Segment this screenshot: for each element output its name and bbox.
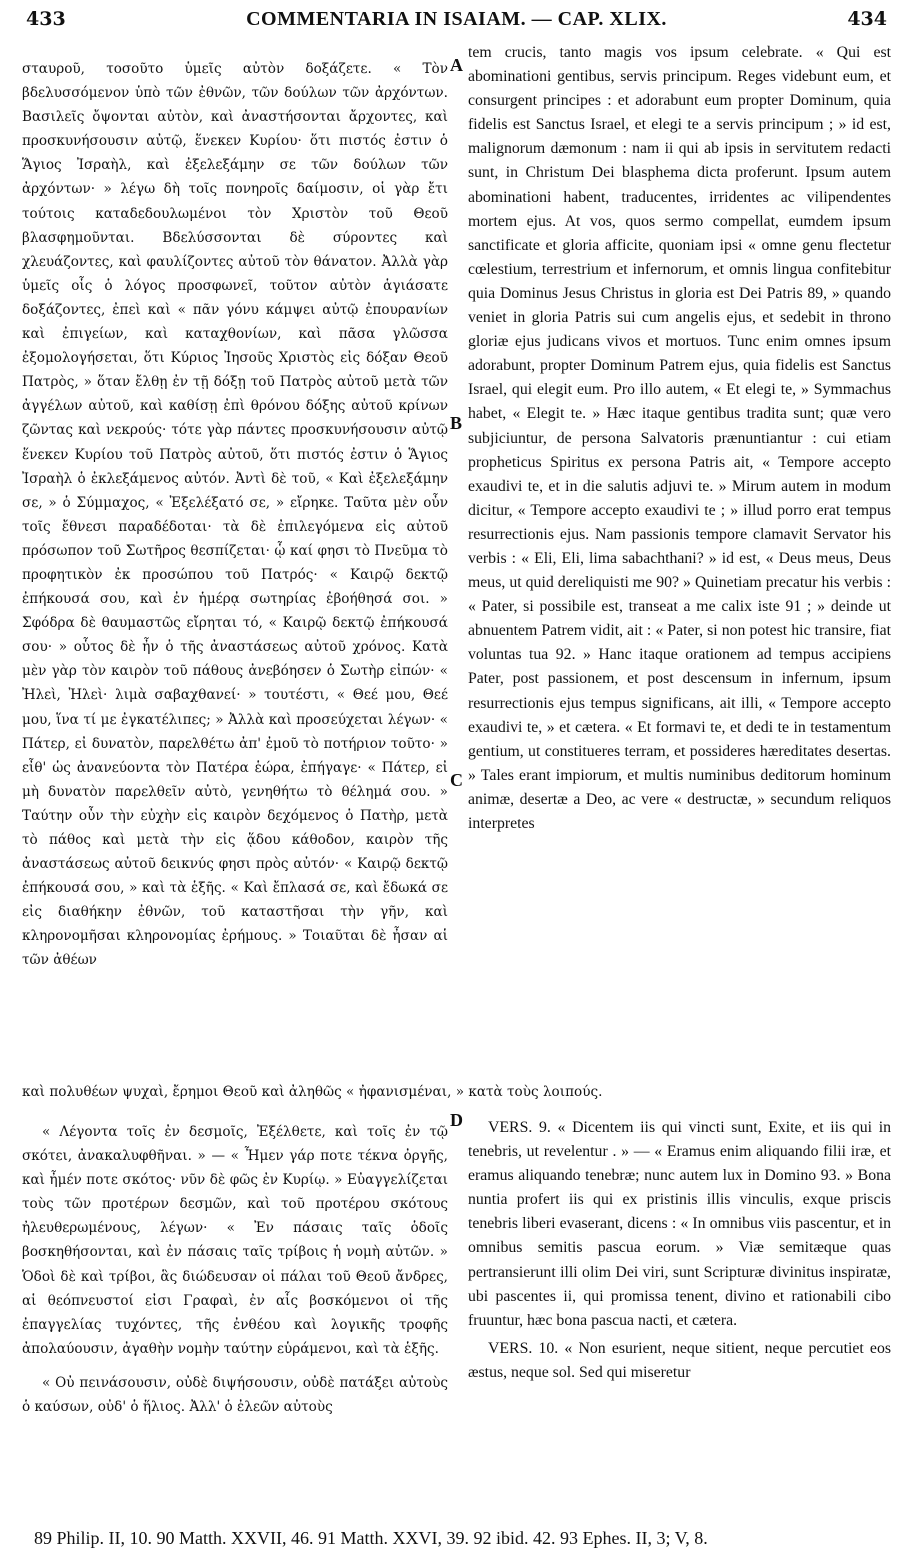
footnotes: 89 Philip. II, 10. 90 Matth. XXVII, 46. 91 Matth. XXVI, 39. 92 ibid. 42. 93 Ephes. II, 3; V, 8. xyxy=(34,1528,708,1548)
greek-column-top xyxy=(22,57,448,1087)
greek-column-bottom xyxy=(22,1120,448,1470)
latin-column-top xyxy=(468,41,891,1071)
greek-paragraph: σταυροῦ, τοσοῦτο ὑμεῖς αὐτὸν δοξάζετε. « Τὸν βδελυσσόμενον ὑπὸ τῶν ἐθνῶν, τῶν δούλων τῶν ἀρχόντων. Βασιλεῖς ὄψονται αὐτὸν, καὶ ἀναστήσονται ἄρχοντες, καὶ προσκυνήσουσιν αὐτῷ, ἕνεκεν Κυρίου· ὅτι πιστός ἐστιν ὁ Ἅγιος Ἰσραὴλ, καὶ ἐξελεξάμην σε τῶν δούλων τῶν ἀρχόντων· » λέγω δὴ τοῖς πονηροῖς δαίμοσιν, οἱ γὰρ ἔτι τούτοις καταδεδουλωμένοι τὸν Χριστὸν τοῦ Θεοῦ βλασφημοῦνται. Βδελύσσονται δὲ σύροντες καὶ χλευάζοντες, καὶ φαυλίζοντες αὐτοῦ τὸν θάνατον. Ἀλλὰ γὰρ ὑμεῖς οἷς ὁ λόγος προσφωνεῖ, τοῦτον αὐτὸν ἁγιάσατε δοξάζοντες, ἐπεὶ καὶ « πᾶν γόνυ κάμψει αὐτῷ ἐπουρανίων καὶ ἐπιγείων, καὶ καταχθονίων, καὶ πᾶσα γλῶσσα ἐξομολογήσεται, ὅτι Κύριος Ἰησοῦς Χριστὸς εἰς δόξαν Θεοῦ Πατρὸς, » ὅταν ἔλθῃ ἐν τῇ δόξῃ τοῦ Πατρὸς αὐτοῦ μετὰ τῶν ἀγγέλων αὐτοῦ, καὶ καθίσῃ ἐπὶ θρόνου δόξης αὐτοῦ κρίνων ζῶντας καὶ νεκρούς· τότε γὰρ πάντες προσκυνήσουσιν αὐτῷ ἕνεκεν Κυρίου τοῦ Πατρὸς αὐτοῦ, ὅτι πιστός ἐστιν ὁ Ἅγιος Ἰσραὴλ ὁ ἐκλεξάμενος αὐτόν. Ἀντὶ δὲ τοῦ, « Καὶ ἐξελεξάμην σε, » ὁ Σύμμαχος, « Ἐξελέξατό σε, » εἴρηκε. Ταῦτα μὲν οὖν τοῖς ἔθνεσι παραδέδοται· τὰ δὲ ἐπιλεγόμενα εἰς αὐτοῦ πρόσωπον τοῦ Σωτῆρος θεσπίζεται· ᾧ καί φησι τὸ Πνεῦμα τὸ προφητικὸν ἐκ προσώπου τοῦ Πατρός· « Καιρῷ δεκτῷ ἐπήκουσά σου, καὶ ἐν ἡμέρᾳ σωτηρίας ἐβοήθησά σοι. » Σφόδρα δὲ θαυμαστῶς εἴρηται τό, « Καιρῷ δεκτῷ ἐπήκουσά σου· » οὗτος δὲ ἦν ὁ τῆς ἀναστάσεως αὐτοῦ χρόνος. Κατὰ μὲν γὰρ τὸν καιρὸν τοῦ πάθους ἀνεβόησεν ὁ Σωτὴρ εἰπών· « Ἠλεὶ, Ἠλεὶ· λιμὰ σαβαχθανεί· » τουτέστι, « Θεέ μου, Θεέ μου, ἵνα τί με ἐγκατέλιπες; » Ἀλλὰ καὶ προσεύχεται λέγων· « Πάτερ, εἰ δυνατὸν, παρελθέτω ἀπ' ἐμοῦ τὸ ποτήριον τοῦτο· » εἶθ' ὡς ἀνανεύοντα τὸν Πατέρα ἑώρα, ἐπήγαγε· « Πάτερ, εἰ μὴ δυνατὸν παρελθεῖν αὐτὸ, γενηθήτω τὸ θέλημά σου. » Ταύτην οὖν τὴν εὐχὴν εἰς καιρὸν δεχόμενος ὁ Πατὴρ, μετὰ τὸ πάθος καὶ μετὰ τὴν εἰς ᾅδου κάθοδον, καιρὸν τῆς ἀναστάσεως αὐτοῦ δεικνύς φησι πρὸς αὐτόν· « Καιρῷ δεκτῷ ἐπήκουσά σου, » καὶ τὰ ἑξῆς. « Καὶ ἔπλασά σε, καὶ ἔδωκά σε εἰς διαθήκην ἐθνῶν, τοῦ καταστῆσαι τὴν γῆν, καὶ κληρονομῆσαι κληρονομίας ἐρήμους. » Τοιαῦται δὲ ἦσαν αἱ τῶν ἀθέων xyxy=(22,61,448,969)
page-header xyxy=(22,4,891,34)
latin-paragraph-verse-10: VERS. 10. « Non esurient, neque sitient, neque percutiet eos æstus, neque sol. Sed qui miseretur xyxy=(468,1339,891,1381)
latin-paragraph-verse-9: VERS. 9. « Dicentem iis qui vincti sunt, Exite, et iis qui in tenebris, ut revelentur . » — « Eramus enim aliquando filii iræ, et eramus aliquando tenebræ; nunc autem lux in Domino 93. » Bona nuntia profert iis qui ex pristinis illis vinculis, exque priscis tenebris liberi evaserant, dicens : « In omnibus viis pascentur, et in omnibus semitis pascua eorum. » Viæ semitæque quas pertransierunt illi olim Dei viri, sunt Scripturæ divinitus inspiratæ, ubi pascentes ii, qui promissa tenent, divino et rationabili cibo fruuntur, hæc bona pascua nacti, et cætera. xyxy=(468,1119,891,1329)
margin-letter-b: B xyxy=(450,413,463,433)
margin-letter-a: A xyxy=(450,55,463,75)
page-number-right: 434 xyxy=(847,8,887,30)
latin-column-bottom xyxy=(468,1116,891,1466)
margin-letter-c: C xyxy=(450,770,463,790)
greek-paragraph-verse-9: « Λέγοντα τοῖς ἐν δεσμοῖς, Ἐξέλθετε, καὶ τοῖς ἐν τῷ σκότει, ἀνακαλυφθῆναι. » — « Ἦμεν γάρ ποτε τέκνα ὀργῆς, καὶ ἦμέν ποτε σκότος· νῦν δὲ φῶς ἐν Κυρίῳ. » Εὐαγγελίζεται τοὺς τῶν προτέρων δεσμῶν, καὶ τοῦ προτέρου σκότους ἠλευθερωμένους, λέγων· « Ἐν πάσαις ταῖς ὁδοῖς βοσκηθήσονται, καὶ ἐν πάσαις ταῖς τρίβοις ἡ νομὴ αὐτῶν. » Ὁδοὶ δὲ καὶ τρίβοι, ἃς διώδευσαν οἱ πάλαι τοῦ Θεοῦ ἄνδρες, αἱ θεόπνευστοί εἰσι Γραφαὶ, ἐν αἷς βοσκόμενοι οἱ τῆς ἐπαγγελίας τυχόντες, τῆς ἐνθέου καὶ λογικῆς τροφῆς ἀπολαύουσιν, ἀγαθὴν νομὴν ταύτην εὑράμενοι, καὶ τὰ ἑξῆς. xyxy=(22,1124,448,1357)
margin-letter-d: D xyxy=(450,1110,463,1130)
greek-tail-line: καὶ πολυθέων ψυχαὶ, ἔρημοι Θεοῦ καὶ ἀληθῶς « ἠφανισμέναι, » κατὰ τοὺς λοιπούς. xyxy=(22,1084,603,1100)
greek-paragraph-verse-10: « Οὐ πεινάσουσιν, οὐδὲ διψήσουσιν, οὐδὲ πατάξει αὐτοὺς ὁ καύσων, οὐδ' ὁ ἥλιος. Ἀλλ' ὁ ἐλεῶν αὐτοὺς xyxy=(22,1374,448,1416)
running-title: COMMENTARIA IN ISAIAM. — CAP. XLIX. xyxy=(246,8,667,30)
page-number-left: 433 xyxy=(26,8,66,30)
latin-paragraph: tem crucis, tanto magis vos ipsum celebrate. « Qui est abominationi gentibus, servis principum. Reges videbunt eum, et consurgent principes : et adorabunt eum propter Dominum, quia fidelis est Sanctus Israel, et elegi te a servis principum ; » id est, malignorum dæmonum : nam ii qui ab ipsis in servitutem redacti sunt, in Christum Dei blasphema dicta proferunt. Ipsum autem abominationi habent, traducentes, irridentes ac vilipendentes mortem ejus. At vos, quos sermo compellat, eumdem ipsum sanctificate et gloria afficite, quoniam ipsi « omne genu flectetur cœlestium, terrestrium et infernorum, et omnis lingua confitebitur quia Dominus Jesus Christus in gloria est Dei Patris 89, » quando veniet in gloria Patris sui cum angelis ejus, et sedebit in throno gloriæ ejus judicans vivos et mortuos. Tunc enim omnes ipsum adorabunt, propter Dominum Patrem ejus, quia fidelis est Sanctus Israel, qui elegit eum. Pro illo autem, « Et elegi te, » Symmachus habet, « Elegit te. » Hæc itaque gentibus tradita sunt; quæ vero subjiciuntur, de persona Salvatoris prænuntiantur : cui etiam propheticus Spiritus ex persona Patris ait, « Tempore accepto exaudivi te, et in die salutis adjuvi te. » Mirum autem in modum dicitur, « Tempore accepto exaudivi te ; » illud porro erat tempus resurrectionis ejus. Nam passionis tempore clamavit Servator his verbis : « Eli, Eli, lima sabachthani? » id est, « Deus meus, Deus meus, ut quid dereliquisti me 90? » Quinetiam precatur his verbis : « Pater, si possibile est, transeat a me calix iste 91 ; » deinde ut abnuentem Patrem vidit, ait : « Pater, si non potest hic transire, fiat voluntas tua 92. » Hanc itaque orationem ad tempus accipiens Pater, post passionem, et post descensum in infernum, ipsum resurrectionis ejus tempus significans, ait illi, « Tempore accepto exaudivi te, » et cætera. « Et formavi te, et dedi te in testamentum gentium, ut constitueres terram, et possideres hæreditates desertas. » Tales erant impiorum, et multis numinibus deditorum hominum animæ, desertæ a Deo, ac vere « destructæ, » secundum reliquos interpretes xyxy=(468,44,891,832)
